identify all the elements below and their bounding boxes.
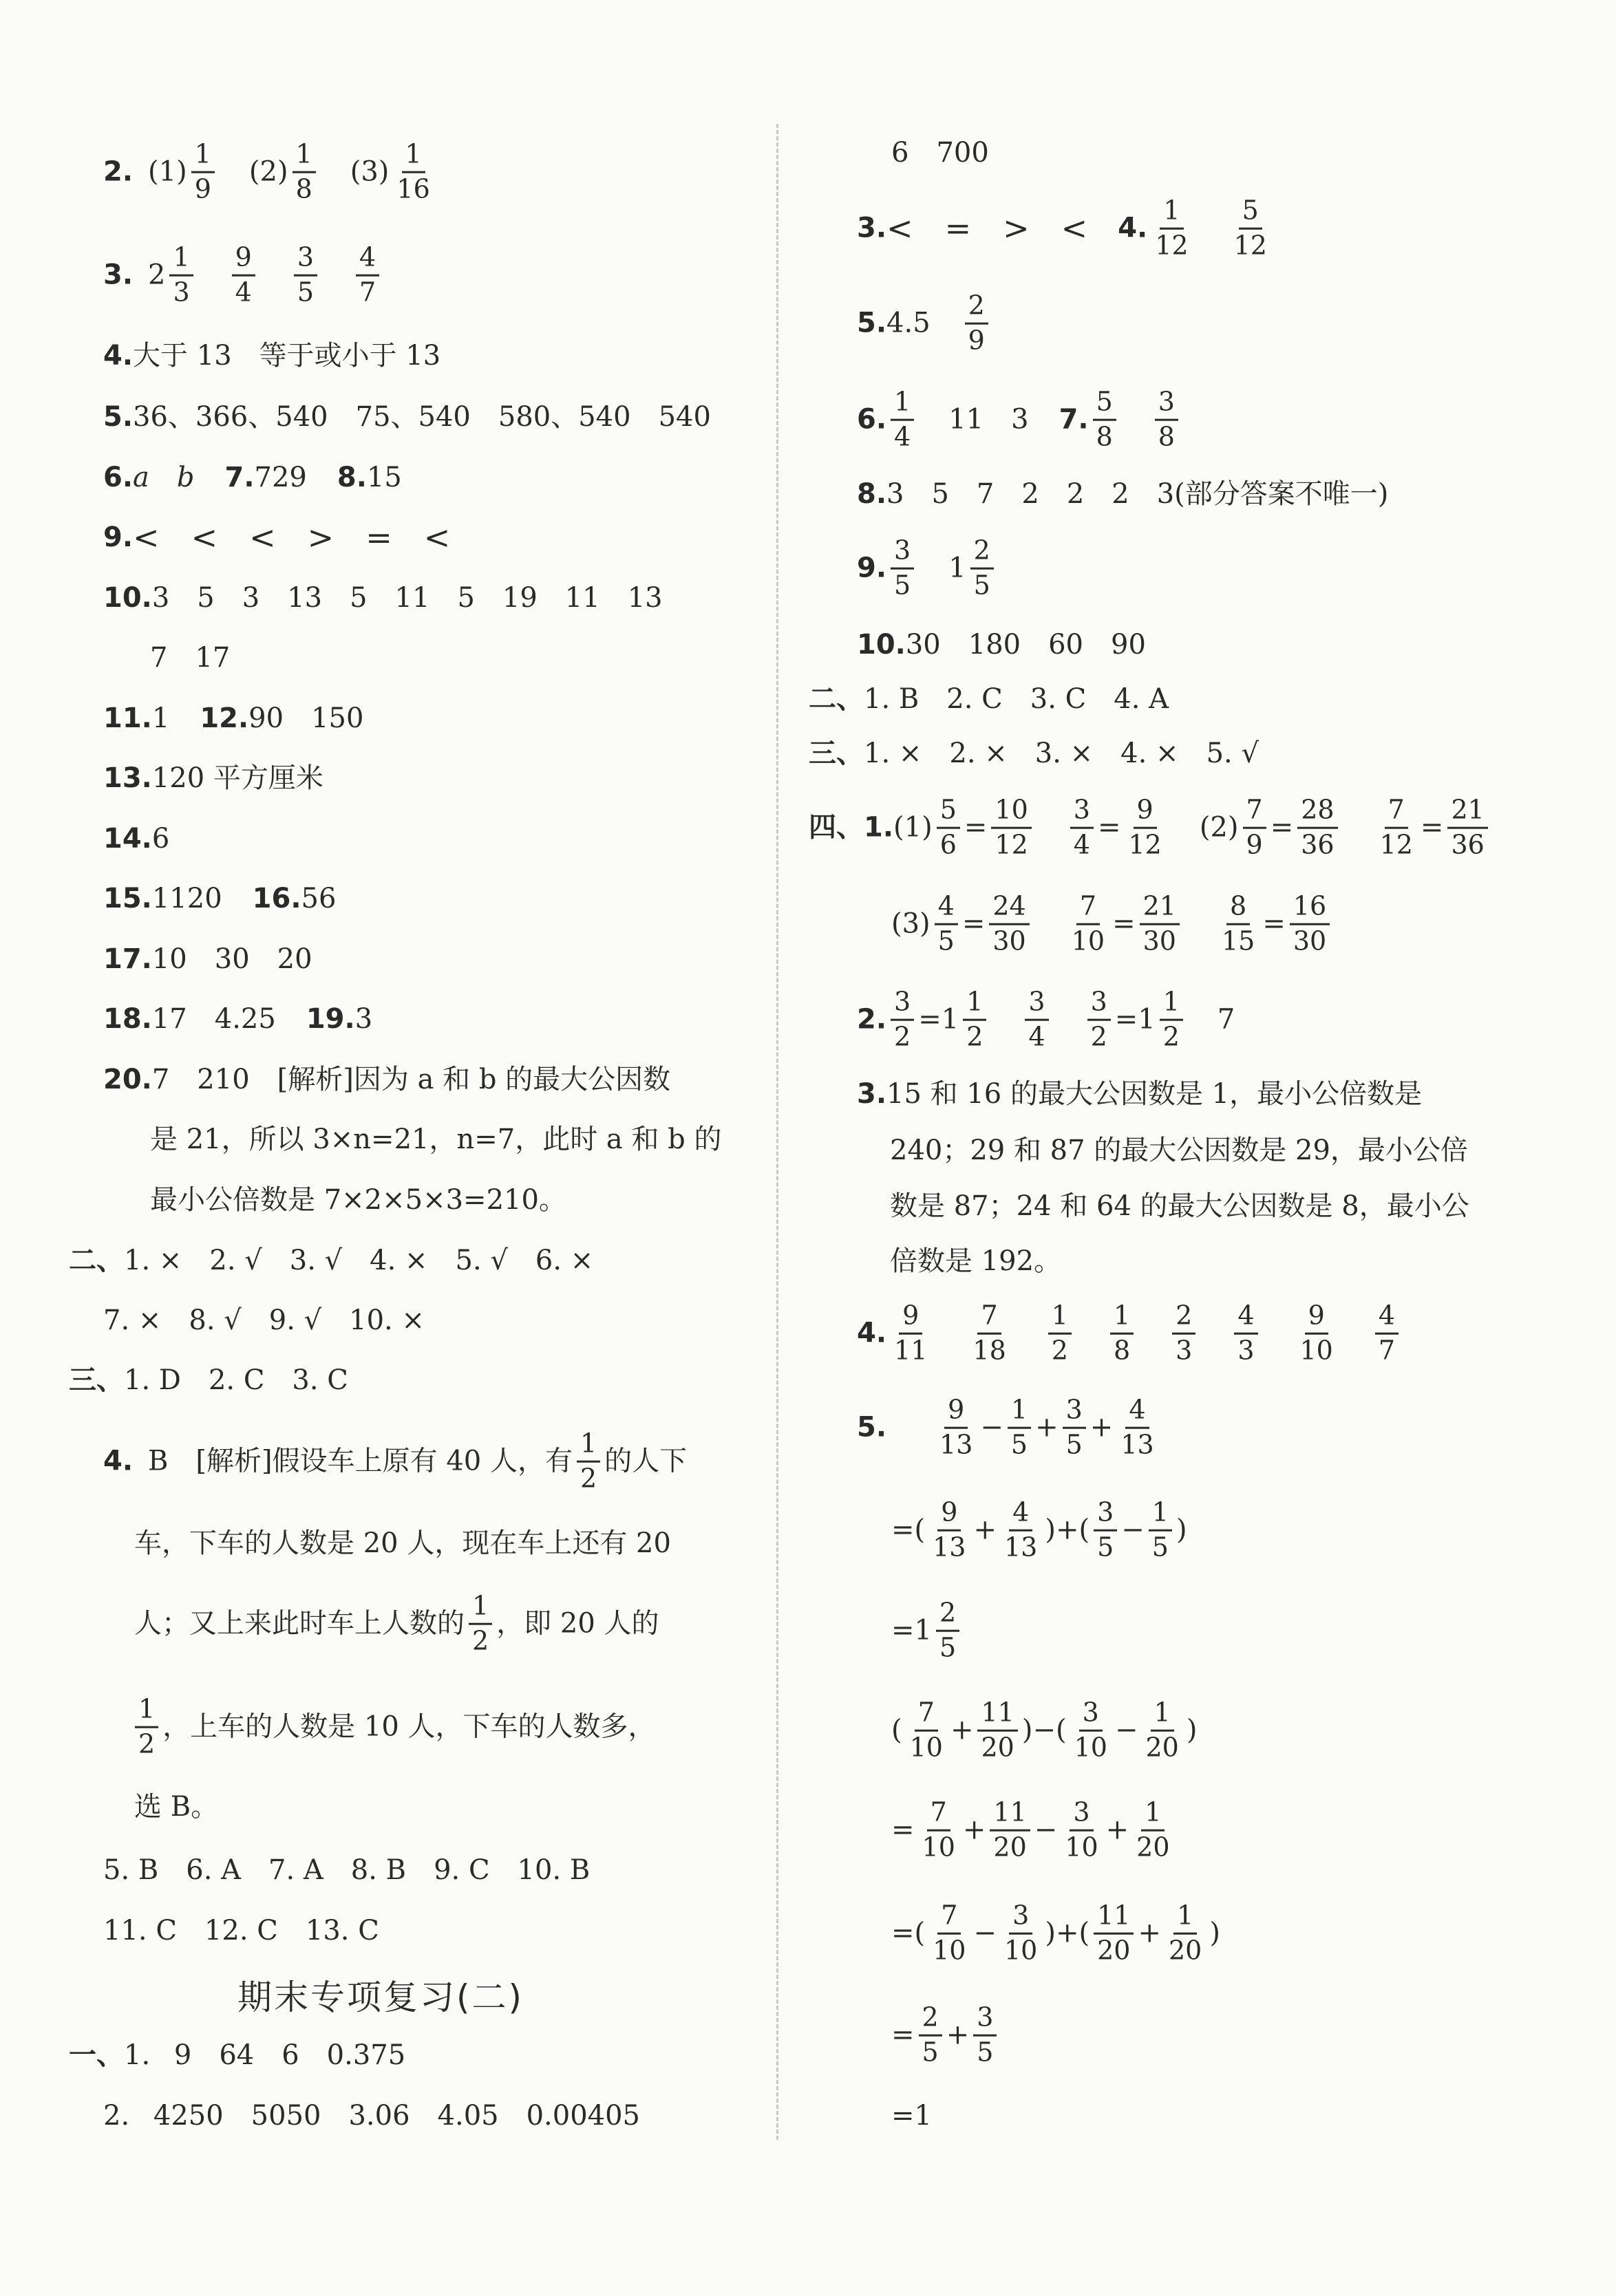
- answer-2-cont: 6 700: [891, 137, 989, 169]
- answer-11-12: 11. 1 12. 90 150: [103, 702, 364, 734]
- section-4-answer-2: 2. $\frac{3}{2}$ =1 $\frac{1}{2}$ $\frac{3}{4}$ $\frac{3}{2}$ =1 $\frac{1}{2}$ 7: [857, 986, 1235, 1052]
- answer-3: 3. 2 $\frac{1}{3}$ $\frac{9}{4}$ $\frac{3}{5}$ $\frac{4}{7}$: [103, 244, 383, 308]
- section-4-answer-5-line2: =( $\frac{9}{13}$ + $\frac{4}{13}$ )+( $\frac{3}{5}$ − $\frac{1}{5}$ ): [891, 1496, 1187, 1563]
- answer-20: 20. 7 210 [解析]因为 a 和 b 的最大公因数: [103, 1064, 671, 1095]
- answer-20-line2: 是 21，所以 3×n=21，n=7，此时 a 和 b 的: [150, 1124, 722, 1155]
- section-4-answer-3-line2: 240；29 和 87 的最大公因数是 29，最小公倍: [890, 1135, 1468, 1166]
- answer-15-16: 15. 1120 16. 56: [103, 883, 337, 914]
- section-3: 三、 1. × 2. × 3. × 4. × 5. √: [809, 738, 1259, 769]
- section-2: 二、 1. B 2. C 3. C 4. A: [809, 683, 1169, 715]
- answer-5: 5. 4.5 $\frac{2}{9}$: [857, 292, 992, 356]
- answer-10: 10. 3 5 3 13 5 11 5 19 11 13: [103, 582, 663, 614]
- answer-10: 10. 30 180 60 90: [857, 629, 1146, 661]
- section-4-row1: 四、 1. (1) $\frac{5}{6}$ = $\frac{10}{12}$ $\frac{3}{4}$ = $\frac{9}{12}$ (2) $\frac{7}{9}$ = $\frac{28}{36}$ $\frac{7}{12}$ = $\frac{21}{36}$: [809, 796, 1492, 860]
- answer-17: 17. 10 30 20: [103, 943, 312, 975]
- section-4-answer-3-line4: 倍数是 192。: [890, 1245, 1062, 1277]
- section-4-answer-4: 4. $\frac{9}{11}$ $\frac{7}{18}$ $\frac{1}{2}$ $\frac{1}{8}$ $\frac{2}{3}$ $\frac{4}{3}$ $\frac{9}{10}$ $\frac{4}{7}$: [857, 1302, 1403, 1366]
- section-4-answer-5-line5: = $\frac{7}{10}$ + $\frac{11}{20}$ − $\frac{3}{10}$ + $\frac{1}{20}$: [891, 1796, 1170, 1863]
- section-3-answer-4: 4. B [解析]假设车上原有 40 人，有 $\frac{1}{2}$ 的人下: [103, 1428, 688, 1494]
- section-4-answer-3: 3. 15 和 16 的最大公因数是 1，最小公倍数是: [857, 1078, 1423, 1110]
- answer-2: 2. (1) $\frac{1}{9}$ (2) $\frac{1}{8}$ (3) $\frac{1}{16}$: [103, 138, 430, 204]
- section-4-answer-3-line3: 数是 87；24 和 64 的最大公因数是 8，最小公: [890, 1190, 1469, 1222]
- section-4-answer-5-line1: 5. $\frac{9}{13}$ − $\frac{1}{5}$ + $\frac{3}{5}$ + $\frac{4}{13}$: [857, 1394, 1154, 1460]
- column-divider: [776, 124, 778, 2140]
- section-3-answer-4-line2: 车，下车的人数是 20 人，现在车上还有 20: [134, 1527, 671, 1559]
- section-4-answer-5-line4: ( $\frac{7}{10}$ + $\frac{11}{20}$ )−( $\frac{3}{10}$ − $\frac{1}{20}$ ): [891, 1697, 1198, 1763]
- answer-4: 4. 大于 13 等于或小于 13: [103, 340, 441, 372]
- section-3-answer-4-line4: $\frac{1}{2}$ ，上车的人数是 10 人，下车的人数多，: [131, 1695, 656, 1759]
- answer-6-7: 6. $\frac{1}{4}$ 11 3 7. $\frac{5}{8}$ $\frac{3}{8}$: [857, 388, 1182, 452]
- section-2-row1: 二、 1. × 2. √ 3. √ 4. × 5. √ 6. ×: [69, 1245, 594, 1276]
- answer-10-cont: 7 17: [150, 642, 231, 674]
- answer-20-line3: 最小公倍数是 7×2×5×3=210。: [150, 1184, 566, 1216]
- section-3-row4: 11. C 12. C 13. C: [103, 1915, 379, 1946]
- answer-9: 9. < < < > = <: [103, 519, 451, 556]
- section-4-answer-5-line7: = $\frac{2}{5}$ + $\frac{3}{5}$: [891, 2004, 1001, 2068]
- section-2-row2: 7. × 8. √ 9. √ 10. ×: [103, 1305, 425, 1336]
- review-row1: 一、 1. 9 64 6 0.375: [69, 2039, 406, 2071]
- answer-3-4: 3. < = > < 4. $\frac{1}{12}$ $\frac{5}{12}$: [857, 195, 1267, 261]
- section-4-answer-5-line6: =( $\frac{7}{10}$ − $\frac{3}{10}$ )+( $\frac{11}{20}$ + $\frac{1}{20}$ ): [891, 1900, 1220, 1966]
- answer-8: 8. 3 5 7 2 2 2 3(部分答案不唯一): [857, 478, 1389, 510]
- section-heading: 期末专项复习(二): [237, 1977, 524, 2017]
- review-row2: 2. 4250 5050 3.06 4.05 0.00405: [103, 2100, 641, 2132]
- section-3-row3: 5. B 6. A 7. A 8. B 9. C 10. B: [103, 1854, 591, 1886]
- answer-6-8: 6. a b 7. 729 8. 15: [103, 462, 402, 493]
- answer-9: 9. $\frac{3}{5}$ 1 $\frac{2}{5}$: [857, 537, 998, 601]
- section-3-answer-4-line5: 选 B。: [134, 1791, 219, 1823]
- section-3-answer-4-line3: 人；又上来此时车上人数的 $\frac{1}{2}$ ，即 20 人的: [134, 1590, 659, 1656]
- section-4-answer-5-line8: =1: [891, 2100, 932, 2132]
- section-4-answer-5-line3: =1 $\frac{2}{5}$: [891, 1599, 964, 1663]
- answer-18-19: 18. 17 4.25 19. 3: [103, 1003, 373, 1035]
- answer-14: 14. 6: [103, 823, 170, 855]
- answer-13: 13. 120 平方厘米: [103, 762, 323, 794]
- section-4-row2: (3) $\frac{4}{5}$ = $\frac{24}{30}$ $\frac{7}{10}$ = $\frac{21}{30}$ $\frac{8}{15}$ = $\frac{16}{30}$: [891, 892, 1334, 956]
- section-3-row1: 三、 1. D 2. C 3. C: [69, 1364, 348, 1396]
- answer-5: 5. 36、366、540 75、540 580、540 540: [103, 401, 711, 433]
